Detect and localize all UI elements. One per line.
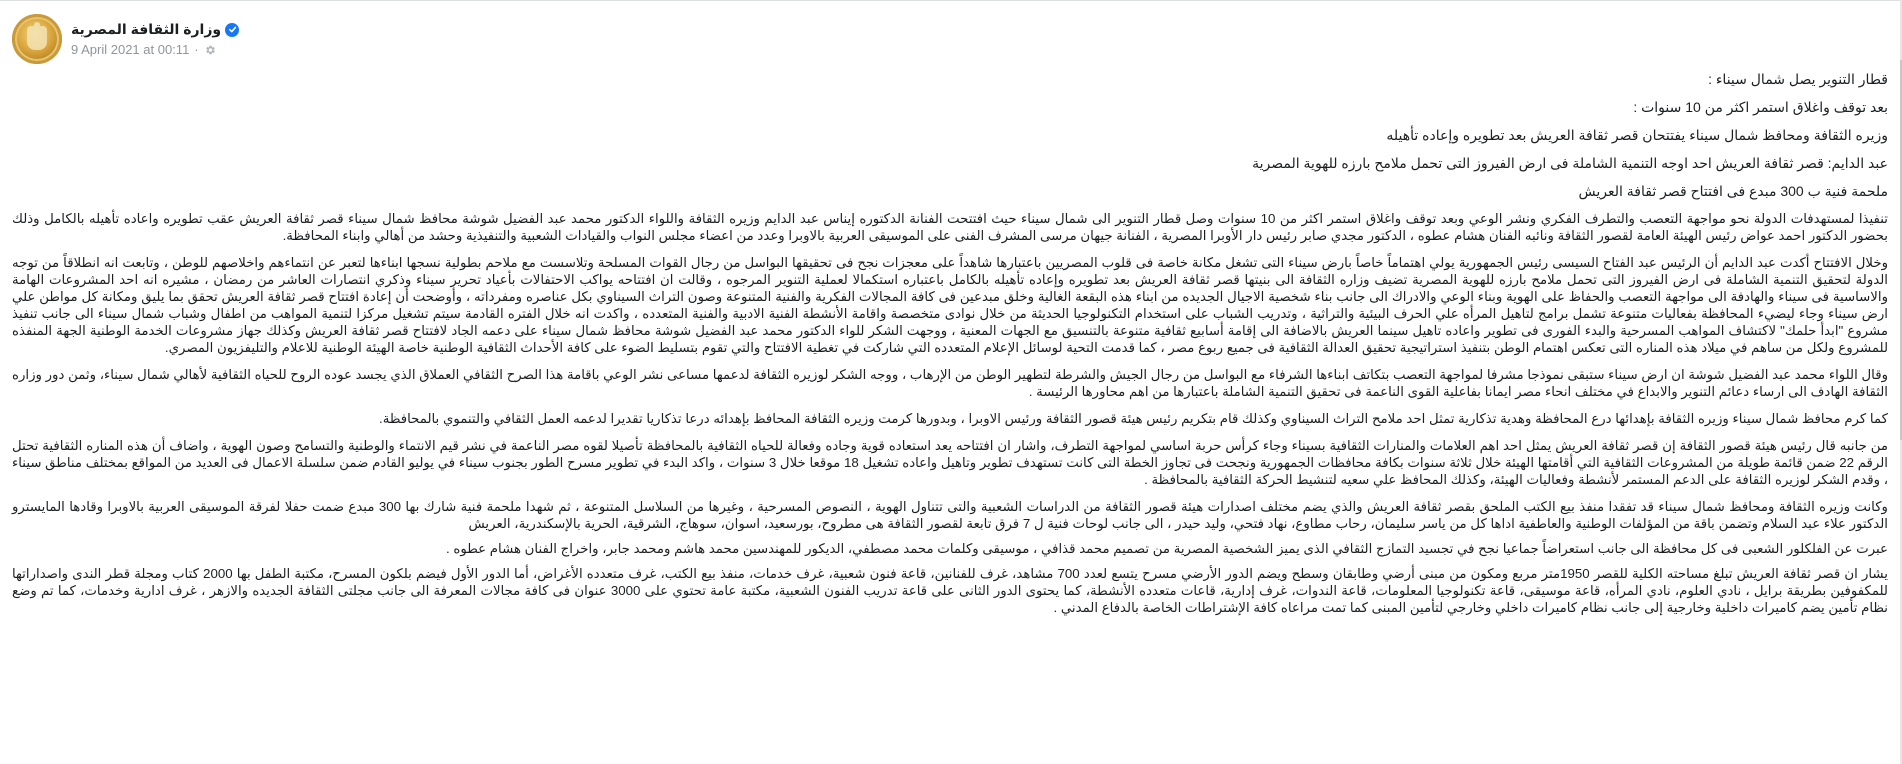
headline-2: بعد توقف واغلاق استمر اكثر من 10 سنوات : (1633, 99, 1888, 115)
paragraph-5: من جانبه قال رئيس هيئة قصور الثقافة إن قصر ثقافة العريش يمثل احد اهم العلامات والمنارات الثقافية بسيناء وجاء كرأس حربة اساسي لمواجهة التطرف، واشار ان افتتاحه يعد استعاده قوية وجاده وفعالة للحياه الثقافية بالمحافظة تأصيلا لقوه مصر الناعمة في نشر قيم الانتماء والوطنية والتسامح وصون الهوية ، واضاف أن هذه المناره الثقافية تحتل الرقم 22 ضمن قائمة طويلة من المشروعات الثقافية التي أقامتها الهيئة خلال ثلاثة سنوات بكافة محافظات الجمهورية ونجحت فى تجاوز الخطة التى كانت تستهدف تطوير وتاهيل واعاده تشغيل 18 موقعا خلال 3 سنوات ، واكد البدء في تطوير مسرح الطور بجنوب سيناء في يوليو القادم ضمن سلسلة الاعمال فى العديد من المواقع بمختلف مناطق سيناء ، وقدم الشكر لوزيره الثقافة على الدعم المستمر لأنشطة وفعاليات الهيئة، وكذلك المحافظ علي سعيه لتنشيط الحركة الثقافية بالمحافظة . (12, 438, 1888, 487)
verified-badge-icon (225, 23, 239, 37)
headline-5: ملحمة فنية ب 300 مبدع فى افتتاح قصر ثقافة العريش (1578, 183, 1888, 199)
eagle-emblem-icon (27, 26, 47, 50)
page-avatar[interactable] (12, 14, 62, 64)
separator-dot: · (194, 42, 199, 57)
headline-4: عبد الدايم: قصر ثقافة العريش احد اوجه التنمية الشاملة فى ارض الفيروز التى تحمل ملامح بارزه للهوية المصرية (1252, 155, 1888, 171)
post-header (12, 14, 239, 64)
headline-3: وزيره الثقافة ومحافظ شمال سيناء يفتتحان قصر ثقافة العريش بعد تطويره وإعاده تأهيله (1386, 127, 1888, 143)
post-meta (71, 21, 239, 57)
paragraph-6: وكانت وزيره الثقافة ومحافظ شمال سيناء قد تفقدا منفذ بيع الكتب الملحق بقصر ثقافة العريش والذي يضم مختلف اصدارات هيئة قصور الثقافة من الدراسات الشعبية والتى تتناول الهوية ، النصوص المسرحية ، وغيرها من السلاسل المتنوعة ، ثم شهدا ملحمة فنية شارك بها 300 مبدع ضمت حفلا لفرقة الموسيقى العربية بالاوبرا وقادها المايسترو الدكتور علاء عبد السلام وتضمن باقة من المؤلفات الوطنية والعاطفية اداها كل من ياسر سليمان، رحاب مطاوع، نهاد فتحي، وليد حيدر ، الى جانب لوحات فنية ل 7 فرق تابعة لقصور الثقافة هى مطروح، بورسعيد، اسوان، سوهاج، الشرقية، الحرية بالإسكندرية، العريش (12, 499, 1888, 531)
paragraph-3: وقال اللواء محمد عبد الفضيل شوشة ان ارض سيناء ستبقى نموذجا مشرفا لمواجهة التعصب بتكاتف ابناءها الشرفاء مع البواسل من رجال الجيش والشرطة لتطهير الوطن من الإرهاب ، ووجه الشكر لوزيره الثقافة لدعمها مساعى نشر الوعي باقامة هذا الصرح الثقافي العملاق الذي يجسد عوده الروح للحياه الثقافية لأهالي شمال سيناء، وثمن دور وزاره الثقافة الهادف الى ارساء دعائم التنوير والابداع في مختلف انحاء مصر ايمانا بفاعلية القوى الناعمة فى تحقيق التنمية الشاملة باعتبارها من اهم محاورها الرئيسة . (12, 367, 1888, 399)
paragraph-2: وخلال الافتتاح أكدت عبد الدايم أن الرئيس عبد الفتاح السيسى رئيس الجمهورية يولي اهتماماً خاصاً بارض سيناء التى تشغل مكانة خاصة فى قلوب المصريين باعتبارها شاهداً على معجزات نجح فى تحقيقها البواسل من رجال القوات المسلحة وتلاسست مع ملاحم بطولية نسجها ابناءها لتعبر عن انتماءهم واخلاصهم للوطن ، وتابعت انه انطلاقاً من توجه الدولة لتحقيق التنمية الشاملة فى ارض الفيروز التى تحمل ملامح بارزه للهوية المصرية تضيف وزاره الثقافة الى بنيتها قصر ثقافة العريش بعد تطويره وإعاده تأهيله بالكامل باعتباره استكمالا لعملية التنوير المرجوه ، وقالت ان افتتاحه يواكب الاحتفالات بأعياد تحرير سيناء وذكري انتصارات العاشر من رمضان ، مشيره انه احد المشروعات الهامة والاساسية فى سيناء والهادفة الى مواجهة التعصب والحفاظ على الهوية وبناء الوعي والادراك الى جانب بناء شخصية الاجيال الجديده من ابناء هذه البقعة الغالية وخلق مبدعين فى كافة المجالات الفكرية والفنية المتنوعة وصون التراث السيناوي بكل عناصره ومفرداته ، وأوضحت أن إعادة افتتاح قصر ثقافة العريش تحقق بما يليق ومكانة كل مواطن علي ارض سيناء وجاء ليضيء المحافظة بفعاليات متنوعة تشمل برامج لتاهيل المرأه علي الحرف البيئية والتراثية ، وتدريب الشباب على استخدام التكنولوجيا الحديثة من خلال نوادى متخصصة واقامة الأنشطة الفنية الادبية والفنية المتعدده ، واكدت انه خلال الفتره القادمة سيتم تشغيل مركزا لتنمية المواهب من اطفال وشباب شمال سيناء الى جانب تنفيذ مشروع "ابدأ حلمك" لاكتشاف المواهب المسرحية والبدء الفورى فى تطوير واعاده تاهيل سينما العريش بالاضافة الى إقامة أسابيع ثقافية متنوعة بالتنسيق مع الجهات المعنية ، ووجهت الشكر للواء الدكتور محمد عبد الفضيل شوشة محافظ شمال سيناء على دعمه الجاد لافتتاح قصر ثقافة العريش وكذلك جهاز مشروعات الخدمة الوطنية الجهة المنفذه للمشروع ولكل من ساهم في ميلاد هذه المناره التى تعكس اهتمام الوطن بتنفيذ استراتيجية تحقيق العدالة الثقافية فى جميع ربوع مصر ، كما قدمت التحية لوسائل الإعلام المتعدده التي شاركت في تغطية الافتتاح والتي تقوم بتسليط الضوء على كافة الأحداث الثقافية الوطنية خاصة الهيئة الوطنية للاعلام والتليفزيون المصري. (12, 255, 1888, 355)
post-body (12, 70, 1888, 626)
page-name-link[interactable]: وزارة الثقافة المصرية (71, 21, 222, 37)
paragraph-4: كما كرم محافظ شمال سيناء وزيره الثقافة بإهدائها درع المحافظة وهدية تذكارية تمثل احد ملامح التراث السيناوي وكذلك قام بتكريم رئيس هيئة قصور الثقافة ورئيس الاوبرا ، وبدورها كرمت وزيره الثقافة المحافظ بإهدائه درعا تذكاريا تقديرا لدعمه العمل الثقافي والتنموي بالمحافظة. (379, 411, 1888, 426)
paragraph-7: عبرت عن الفلكلور الشعبى فى كل محافظة الى جانب استعراضاً جماعيا نجح في تجسيد التمازج الثقافي الذى يميز الشخصية المصرية من تصميم محمد قذافي ، موسيقى وكلمات محمد مصطفي، الديكور للمهندسين محمد هاشم ومحمد جابر، واخراج الفنان هشام عطوه . (446, 541, 1888, 556)
post-timestamp-link[interactable]: 9 April 2021 at 00:11 (71, 42, 190, 57)
top-divider (0, 0, 1902, 1)
paragraph-8: يشار ان قصر ثقافة العريش تبلغ مساحته الكلية للقصر 1950متر مربع ومكون من مبنى أرضي وطابقان وسطح ويضم الدور الأرضي مسرح يتسع لعدد 700 مشاهد، غرف للفنانين، قاعة فنون شعبية، غرف خدمات، منفذ بيع الكتب، غرف متعدده الأغراض، أما الدور الأول فيضم بلكون المسرح، مكتبة الطفل بها 2000 كتاب ومجلة قطر الندى واصداراتها للمكفوفين بطريقة برايل ، نادي العلوم، نادي المرأه، قاعة موسيقى، قاعة تكنولوجيا المعلومات، قاعة الندوات، غرف إدارية، قاعات متعدده الأنشطة، كما يحتوى الدور الثانى على قاعة تدريب الفنون الشعبية، مكتبة عامة تحتوي على 3000 عنوان فى كافة مجالات المعرفة الى جانب مجلتى الثقافة الجديده والازهر ، غرف ادارية وخدمات، كما تم وضع نظام تأمين يضم كاميرات داخلية وخارجية إلى جانب نظام كاميرات داخلي وخارجي لتأمين المبنى كما تمت مراعاه كافة الإشتراطات الخاصة بالدفاع المدني . (12, 566, 1888, 615)
paragraph-1: تنفيذا لمستهدفات الدولة نحو مواجهة التعصب والتطرف الفكري ونشر الوعي وبعد توقف واغلاق استمر اكثر من 10 سنوات وصل قطار التنوير الى شمال سيناء حيث افتتحت الفنانة الدكتوره إيناس عبد الدايم وزيره الثقافة واللواء الدكتور محمد عبد الفضيل شوشة محافظ شمال سيناء قصر ثقافة العريش عقب تطويره واعاده تأهيله بالكامل وذلك بحضور الدكتور احمد عواض رئيس الهيئة العامة لقصور الثقافة ونائبه الفنان هشام عطوه ، الدكتور مجدي صابر رئيس دار الأوبرا المصرية ، الفنانة جيهان مرسى المشرف الفنى على الموسيقى العربية بالاوبرا وعدد من اعضاء مجلس النواب والقيادات الشعبية والتنفيذية وحشد من أهالي وابناء المحافظة. (12, 211, 1888, 243)
headline-1: قطار التنوير يصل شمال سيناء : (1708, 71, 1888, 87)
timestamp-row (71, 42, 239, 57)
name-row (71, 21, 239, 38)
gear-icon[interactable] (204, 44, 216, 56)
